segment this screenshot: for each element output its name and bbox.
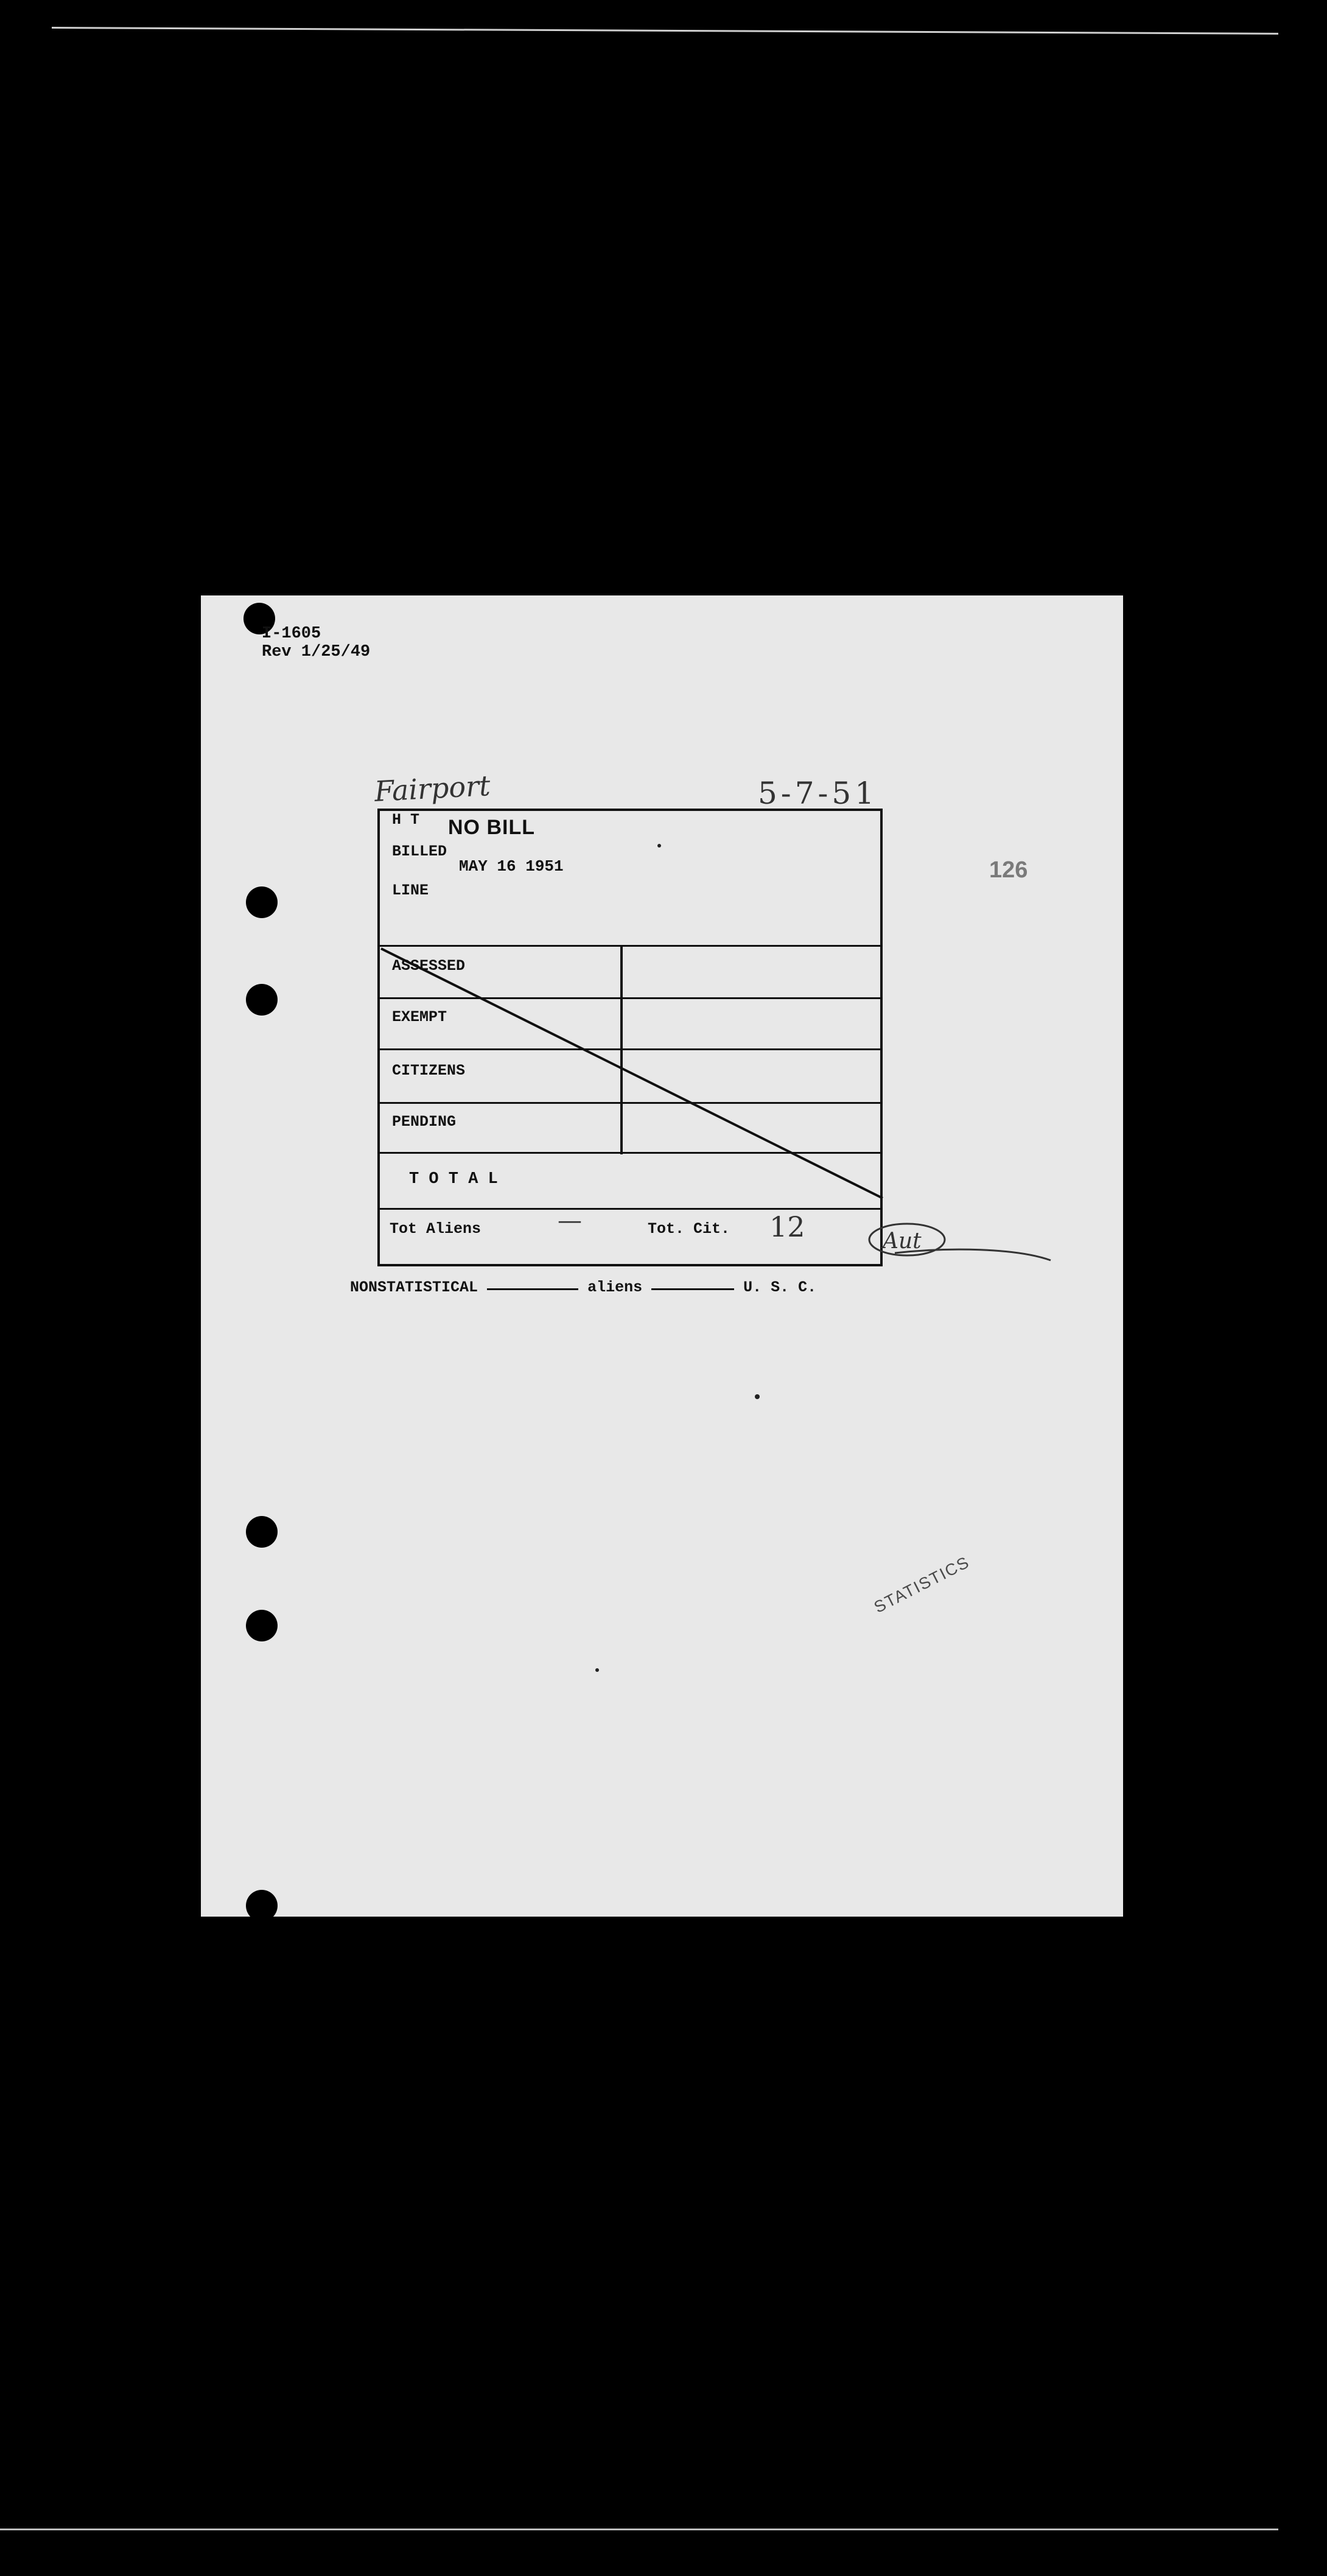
- handwritten-initials: Aut: [883, 1229, 922, 1254]
- tot-cit-value: 12: [769, 1210, 805, 1243]
- handwritten-date: 5-7-51: [758, 776, 878, 811]
- form-revision: Rev 1/25/49: [262, 643, 371, 661]
- row-assessed: ASSESSED: [392, 957, 466, 975]
- row-exempt: EXEMPT: [392, 1008, 447, 1026]
- usc-label: U. S. C.: [743, 1279, 817, 1296]
- tot-aliens-label: Tot Aliens: [390, 1220, 481, 1238]
- tot-cit-label: Tot. Cit.: [648, 1220, 730, 1238]
- blank-line: [651, 1288, 734, 1290]
- film-frame-bottom-line: [0, 2529, 1278, 2530]
- strike-through-line: [380, 811, 885, 1269]
- punch-hole: [246, 1890, 278, 1917]
- tot-aliens-value: —: [558, 1207, 582, 1235]
- speck: [755, 1394, 760, 1399]
- statistics-stamp: STATISTICS: [870, 1553, 973, 1617]
- nonstatistical-line: [350, 1279, 816, 1296]
- line-label: LINE: [392, 882, 429, 899]
- billed-label: BILLED: [392, 843, 447, 860]
- punch-hole: [246, 1610, 278, 1641]
- form-number: I-1605: [262, 625, 321, 643]
- initials-flourish: [858, 1216, 1059, 1283]
- ht-label: H T: [392, 811, 420, 829]
- handwritten-note: Fairport: [373, 769, 491, 808]
- nonstatistical-label: NONSTATISTICAL: [350, 1279, 478, 1296]
- aliens-label: aliens: [587, 1279, 643, 1296]
- blank-line: [487, 1288, 578, 1290]
- punch-hole: [246, 1516, 278, 1548]
- total-label: T O T A L: [409, 1170, 498, 1188]
- page-number: 126: [989, 857, 1028, 883]
- speck: [595, 1668, 599, 1672]
- row-pending: PENDING: [392, 1113, 457, 1131]
- no-bill-stamp: NO BILL: [448, 816, 535, 839]
- punch-hole: [246, 984, 278, 1016]
- document-page: [201, 595, 1123, 1917]
- statistics-box: [377, 809, 883, 1266]
- form-identifier: [262, 625, 370, 661]
- row-citizens: CITIZENS: [392, 1062, 466, 1079]
- film-frame-top-line: [52, 27, 1278, 35]
- billed-date-stamp: MAY 16 1951: [459, 857, 564, 876]
- punch-hole: [246, 886, 278, 918]
